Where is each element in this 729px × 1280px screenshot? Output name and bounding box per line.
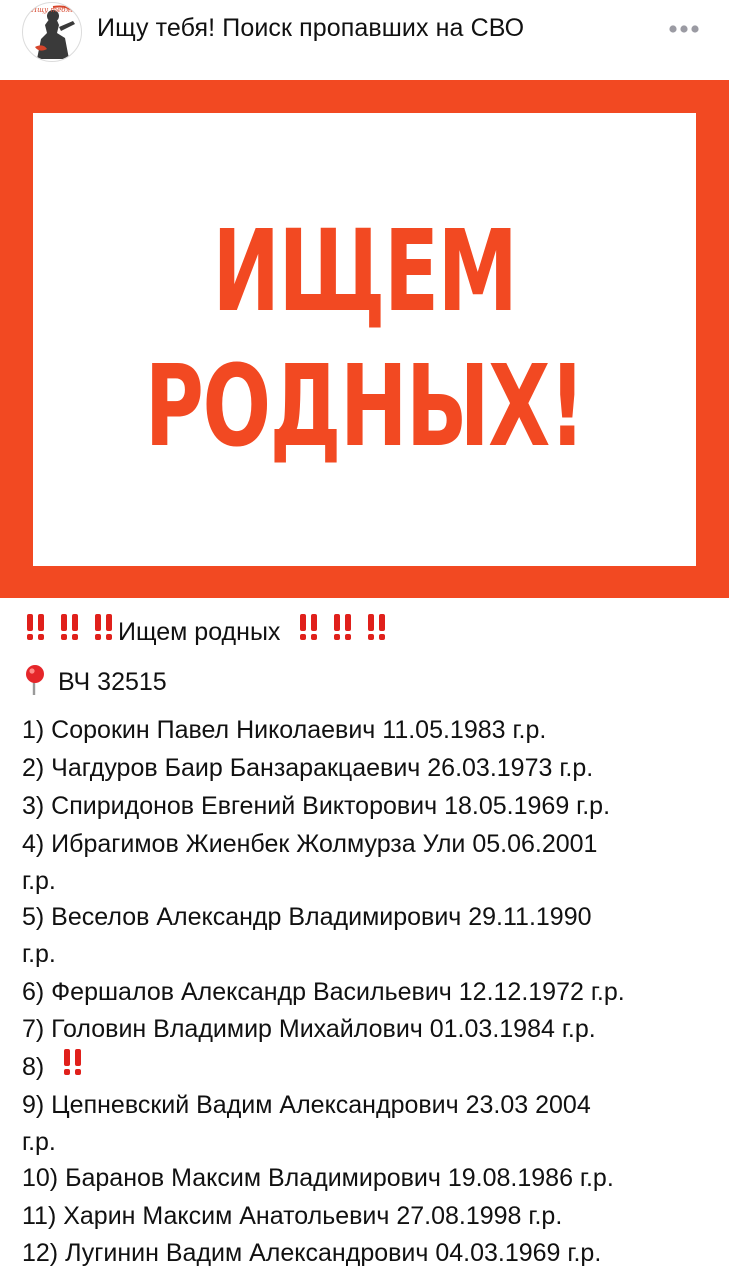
post-heading-row (22, 614, 397, 650)
list-item: 7) Головин Владимир Михайлович 01.03.1984 г.р. (22, 1015, 596, 1043)
list-item-continued: г.р. (22, 1128, 56, 1156)
list-item-continued: г.р. (22, 940, 56, 968)
list-item: 11) Харин Максим Анатольевич 27.08.1998 г.р. (22, 1202, 563, 1230)
soldier-logo-icon (23, 3, 82, 62)
avatar-label: Ищу тебя! (31, 6, 73, 14)
channel-title[interactable]: Ищу тебя! Поиск пропавших на СВО (97, 14, 525, 42)
list-item: 9) Цепневский Вадим Александрович 23.03 2004 (22, 1091, 591, 1119)
double-exclamation-icon (329, 614, 363, 640)
double-exclamation-icon (90, 614, 118, 640)
list-item: 10) Баранов Максим Владимирович 19.08.1986 г.р. (22, 1164, 614, 1192)
pushpin-icon (22, 664, 50, 696)
unit-label: ВЧ 32515 (58, 668, 167, 696)
list-item: 4) Ибрагимов Жиенбек Жолмурза Ули 05.06.2001 (22, 830, 598, 858)
channel-header (0, 0, 729, 80)
list-item-number: 8) (22, 1053, 45, 1081)
double-exclamation-icon (295, 614, 329, 640)
post-heading: Ищем родных (118, 618, 281, 646)
list-item (22, 1049, 93, 1085)
list-item: 3) Спиридонов Евгений Викторович 18.05.1969 г.р. (22, 792, 611, 820)
post-image-banner[interactable] (0, 80, 729, 598)
double-exclamation-icon (363, 614, 397, 640)
more-options-button[interactable] (662, 9, 706, 49)
more-horizontal-icon (668, 24, 700, 34)
list-item: 2) Чагдуров Баир Банзаракцаевич 26.03.1973 г.р. (22, 754, 594, 782)
banner-line-1: ИЩЕМ (212, 207, 517, 337)
double-exclamation-icon (59, 1049, 93, 1075)
list-item: 12) Лугинин Вадим Александрович 04.03.1969 г.р. (22, 1239, 602, 1267)
list-item-continued: г.р. (22, 867, 56, 895)
banner-frame (33, 113, 696, 566)
double-exclamation-icon (22, 614, 56, 640)
channel-avatar[interactable] (22, 2, 82, 62)
list-item: 5) Веселов Александр Владимирович 29.11.1990 (22, 903, 592, 931)
double-exclamation-icon (56, 614, 90, 640)
banner-line-2: РОДНЫХ! (144, 342, 585, 472)
list-item: 6) Фершалов Александр Васильевич 12.12.1972 г.р. (22, 978, 625, 1006)
list-item: 1) Сорокин Павел Николаевич 11.05.1983 г.р. (22, 716, 547, 744)
unit-row (22, 664, 167, 700)
